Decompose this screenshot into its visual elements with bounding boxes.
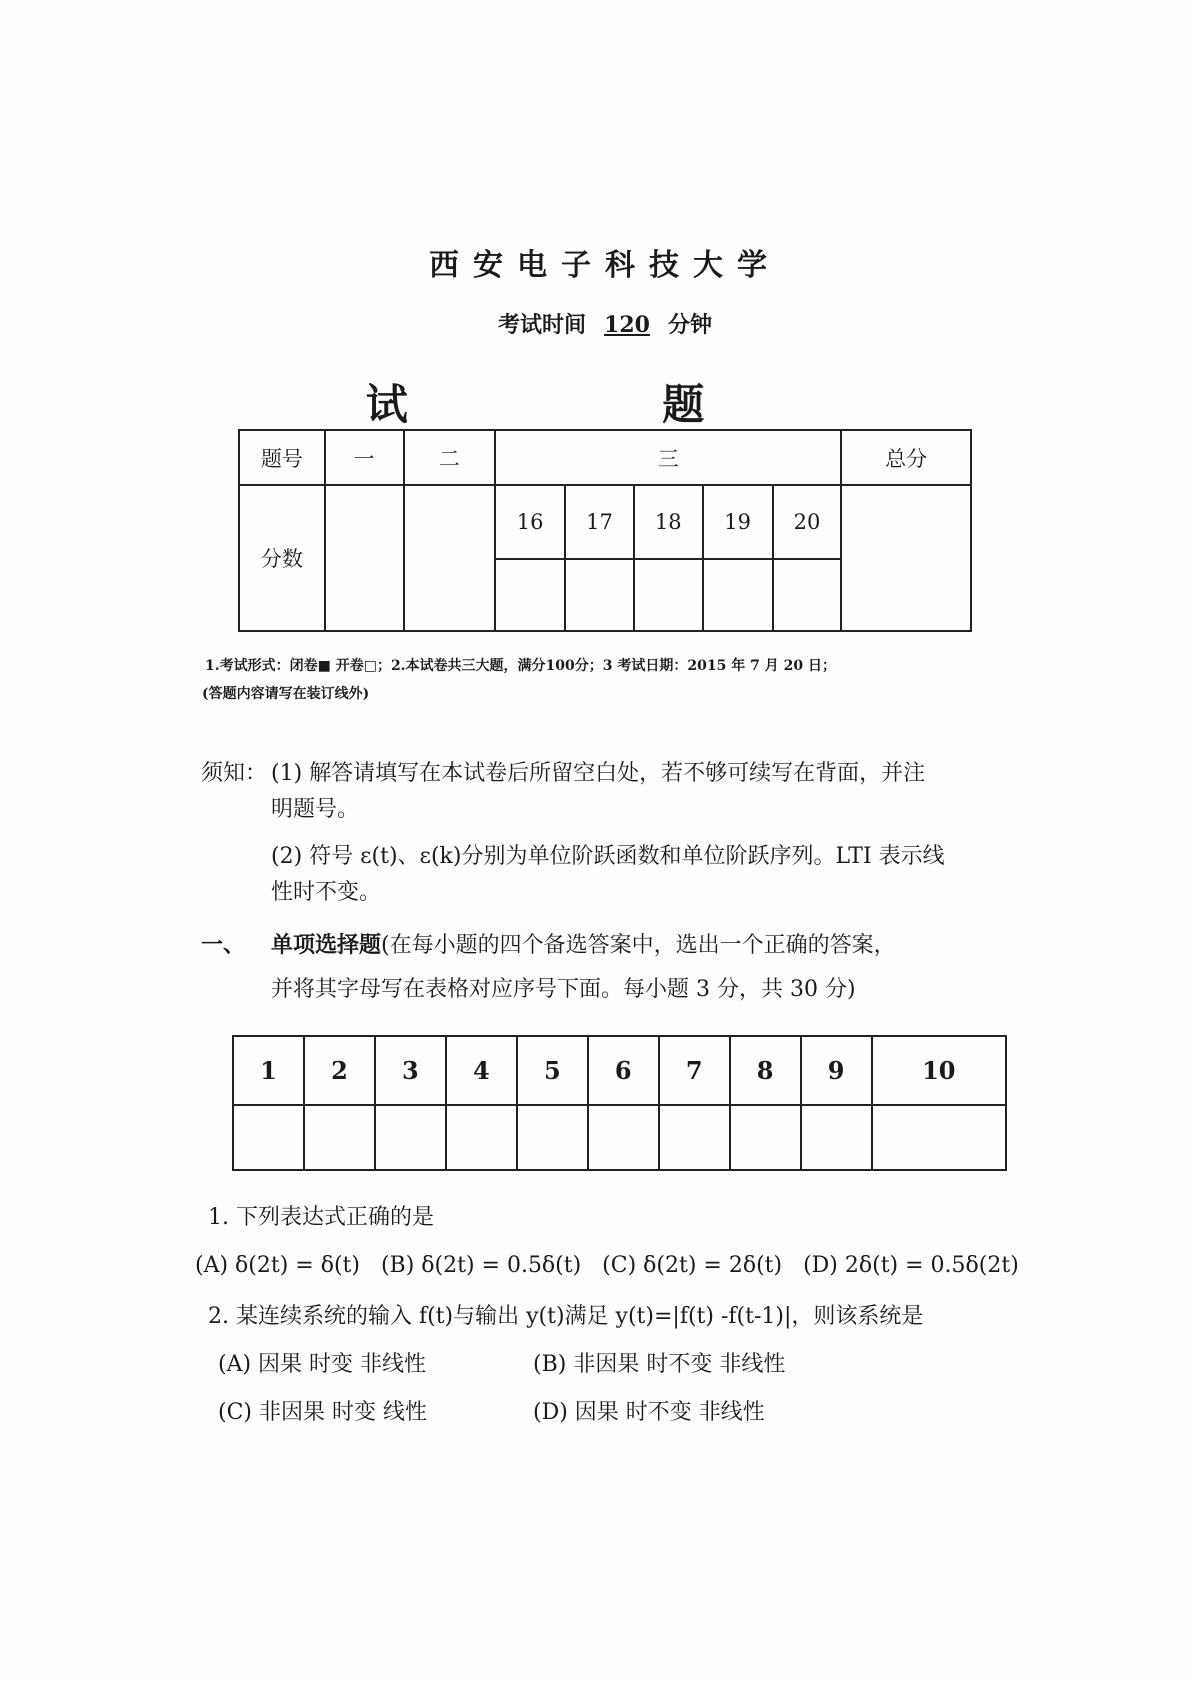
cell-label: 题号 xyxy=(239,430,325,485)
answer-cell[interactable] xyxy=(588,1105,659,1170)
cell-sub: 17 xyxy=(565,485,634,559)
cell-col: 一 xyxy=(325,430,404,485)
instruction-line: 明题号。 xyxy=(271,797,360,822)
instruction-line: (2) 符号 ε(t)、ε(k)分别为单位阶跃函数和单位阶跃序列。LTI 表示线 xyxy=(271,844,945,869)
answer-cell[interactable] xyxy=(375,1105,446,1170)
cell-sub: 20 xyxy=(773,485,842,559)
cell-sub: 16 xyxy=(495,485,565,559)
cell-blank[interactable] xyxy=(773,559,842,631)
answer-table xyxy=(232,1035,1007,1171)
instructions-label: 须知： xyxy=(201,761,268,786)
answer-number: 1 xyxy=(233,1036,304,1105)
answer-cell[interactable] xyxy=(801,1105,872,1170)
paper-title: 试 题 xyxy=(365,380,825,429)
university-name: 西安电子科技大学 xyxy=(429,248,781,283)
cell-blank[interactable] xyxy=(325,485,404,631)
exam-notes-2: (答题内容请写在装订线外) xyxy=(202,686,370,702)
answer-number: 3 xyxy=(375,1036,446,1105)
cell-sub: 18 xyxy=(634,485,703,559)
cell-blank[interactable] xyxy=(841,485,971,631)
cell-col: 三 xyxy=(495,430,841,485)
answer-number: 2 xyxy=(304,1036,375,1105)
cell-col: 总分 xyxy=(841,430,971,485)
cell-sub: 19 xyxy=(703,485,773,559)
option-d[interactable]: (D) 因果 时不变 非线性 xyxy=(533,1400,765,1425)
cell-label: 分数 xyxy=(239,485,325,631)
answer-number: 6 xyxy=(588,1036,659,1105)
answer-number: 10 xyxy=(872,1036,1006,1105)
cell-blank[interactable] xyxy=(495,559,565,631)
cell-col: 二 xyxy=(404,430,496,485)
answer-cell[interactable] xyxy=(233,1105,304,1170)
question-1-options xyxy=(195,1253,1019,1278)
option-c[interactable]: (C) 非因果 时变 线性 xyxy=(218,1400,427,1425)
option-b[interactable]: (B) δ(2t) = 0.5δ(t) xyxy=(380,1253,582,1278)
answer-number: 9 xyxy=(801,1036,872,1105)
duration-value: 120 xyxy=(604,312,650,338)
option-b[interactable]: (B) 非因果 时不变 非线性 xyxy=(533,1352,786,1377)
answer-cell[interactable] xyxy=(517,1105,588,1170)
cell-blank[interactable] xyxy=(565,559,634,631)
exam-notes: 1.考试形式：闭卷■ 开卷□；2.本试卷共三大题，满分100分；3 考试日期：2015 年 7 月 20 日； xyxy=(205,658,836,674)
score-table xyxy=(238,429,972,632)
option-c[interactable]: (C) δ(2t) = 2δ(t) xyxy=(602,1253,783,1278)
exam-duration: 考试时间 120 分钟 xyxy=(498,312,712,338)
answer-cell[interactable] xyxy=(730,1105,801,1170)
answer-cell[interactable] xyxy=(304,1105,375,1170)
instruction-line: (1) 解答请填写在本试卷后所留空白处，若不够可续写在背面，并注 xyxy=(271,761,926,786)
answer-cell[interactable] xyxy=(446,1105,517,1170)
section-desc: 并将其字母写在表格对应序号下面。每小题 3 分，共 30 分) xyxy=(271,977,856,1002)
cell-blank[interactable] xyxy=(703,559,773,631)
question-1-stem: 1. 下列表达式正确的是 xyxy=(208,1205,434,1230)
answer-number: 4 xyxy=(446,1036,517,1105)
cell-blank[interactable] xyxy=(404,485,496,631)
option-a[interactable]: (A) 因果 时变 非线性 xyxy=(218,1352,427,1377)
instruction-line: 性时不变。 xyxy=(271,880,382,905)
answer-number: 5 xyxy=(517,1036,588,1105)
answer-number: 8 xyxy=(730,1036,801,1105)
option-d[interactable]: (D) 2δ(t) = 0.5δ(2t) xyxy=(803,1253,1019,1278)
question-2-stem: 2. 某连续系统的输入 f(t)与输出 y(t)满足 y(t)=|f(t) -f(t-1)|，则该系统是 xyxy=(208,1304,924,1329)
answer-cell[interactable] xyxy=(659,1105,730,1170)
section-number: 一、 xyxy=(201,932,246,958)
cell-blank[interactable] xyxy=(634,559,703,631)
option-a[interactable]: (A) δ(2t) = δ(t) xyxy=(195,1253,360,1278)
answer-number: 7 xyxy=(659,1036,730,1105)
section-heading: 单项选择题(在每小题的四个备选答案中，选出一个正确的答案， xyxy=(271,932,896,958)
answer-cell[interactable] xyxy=(872,1105,1006,1170)
